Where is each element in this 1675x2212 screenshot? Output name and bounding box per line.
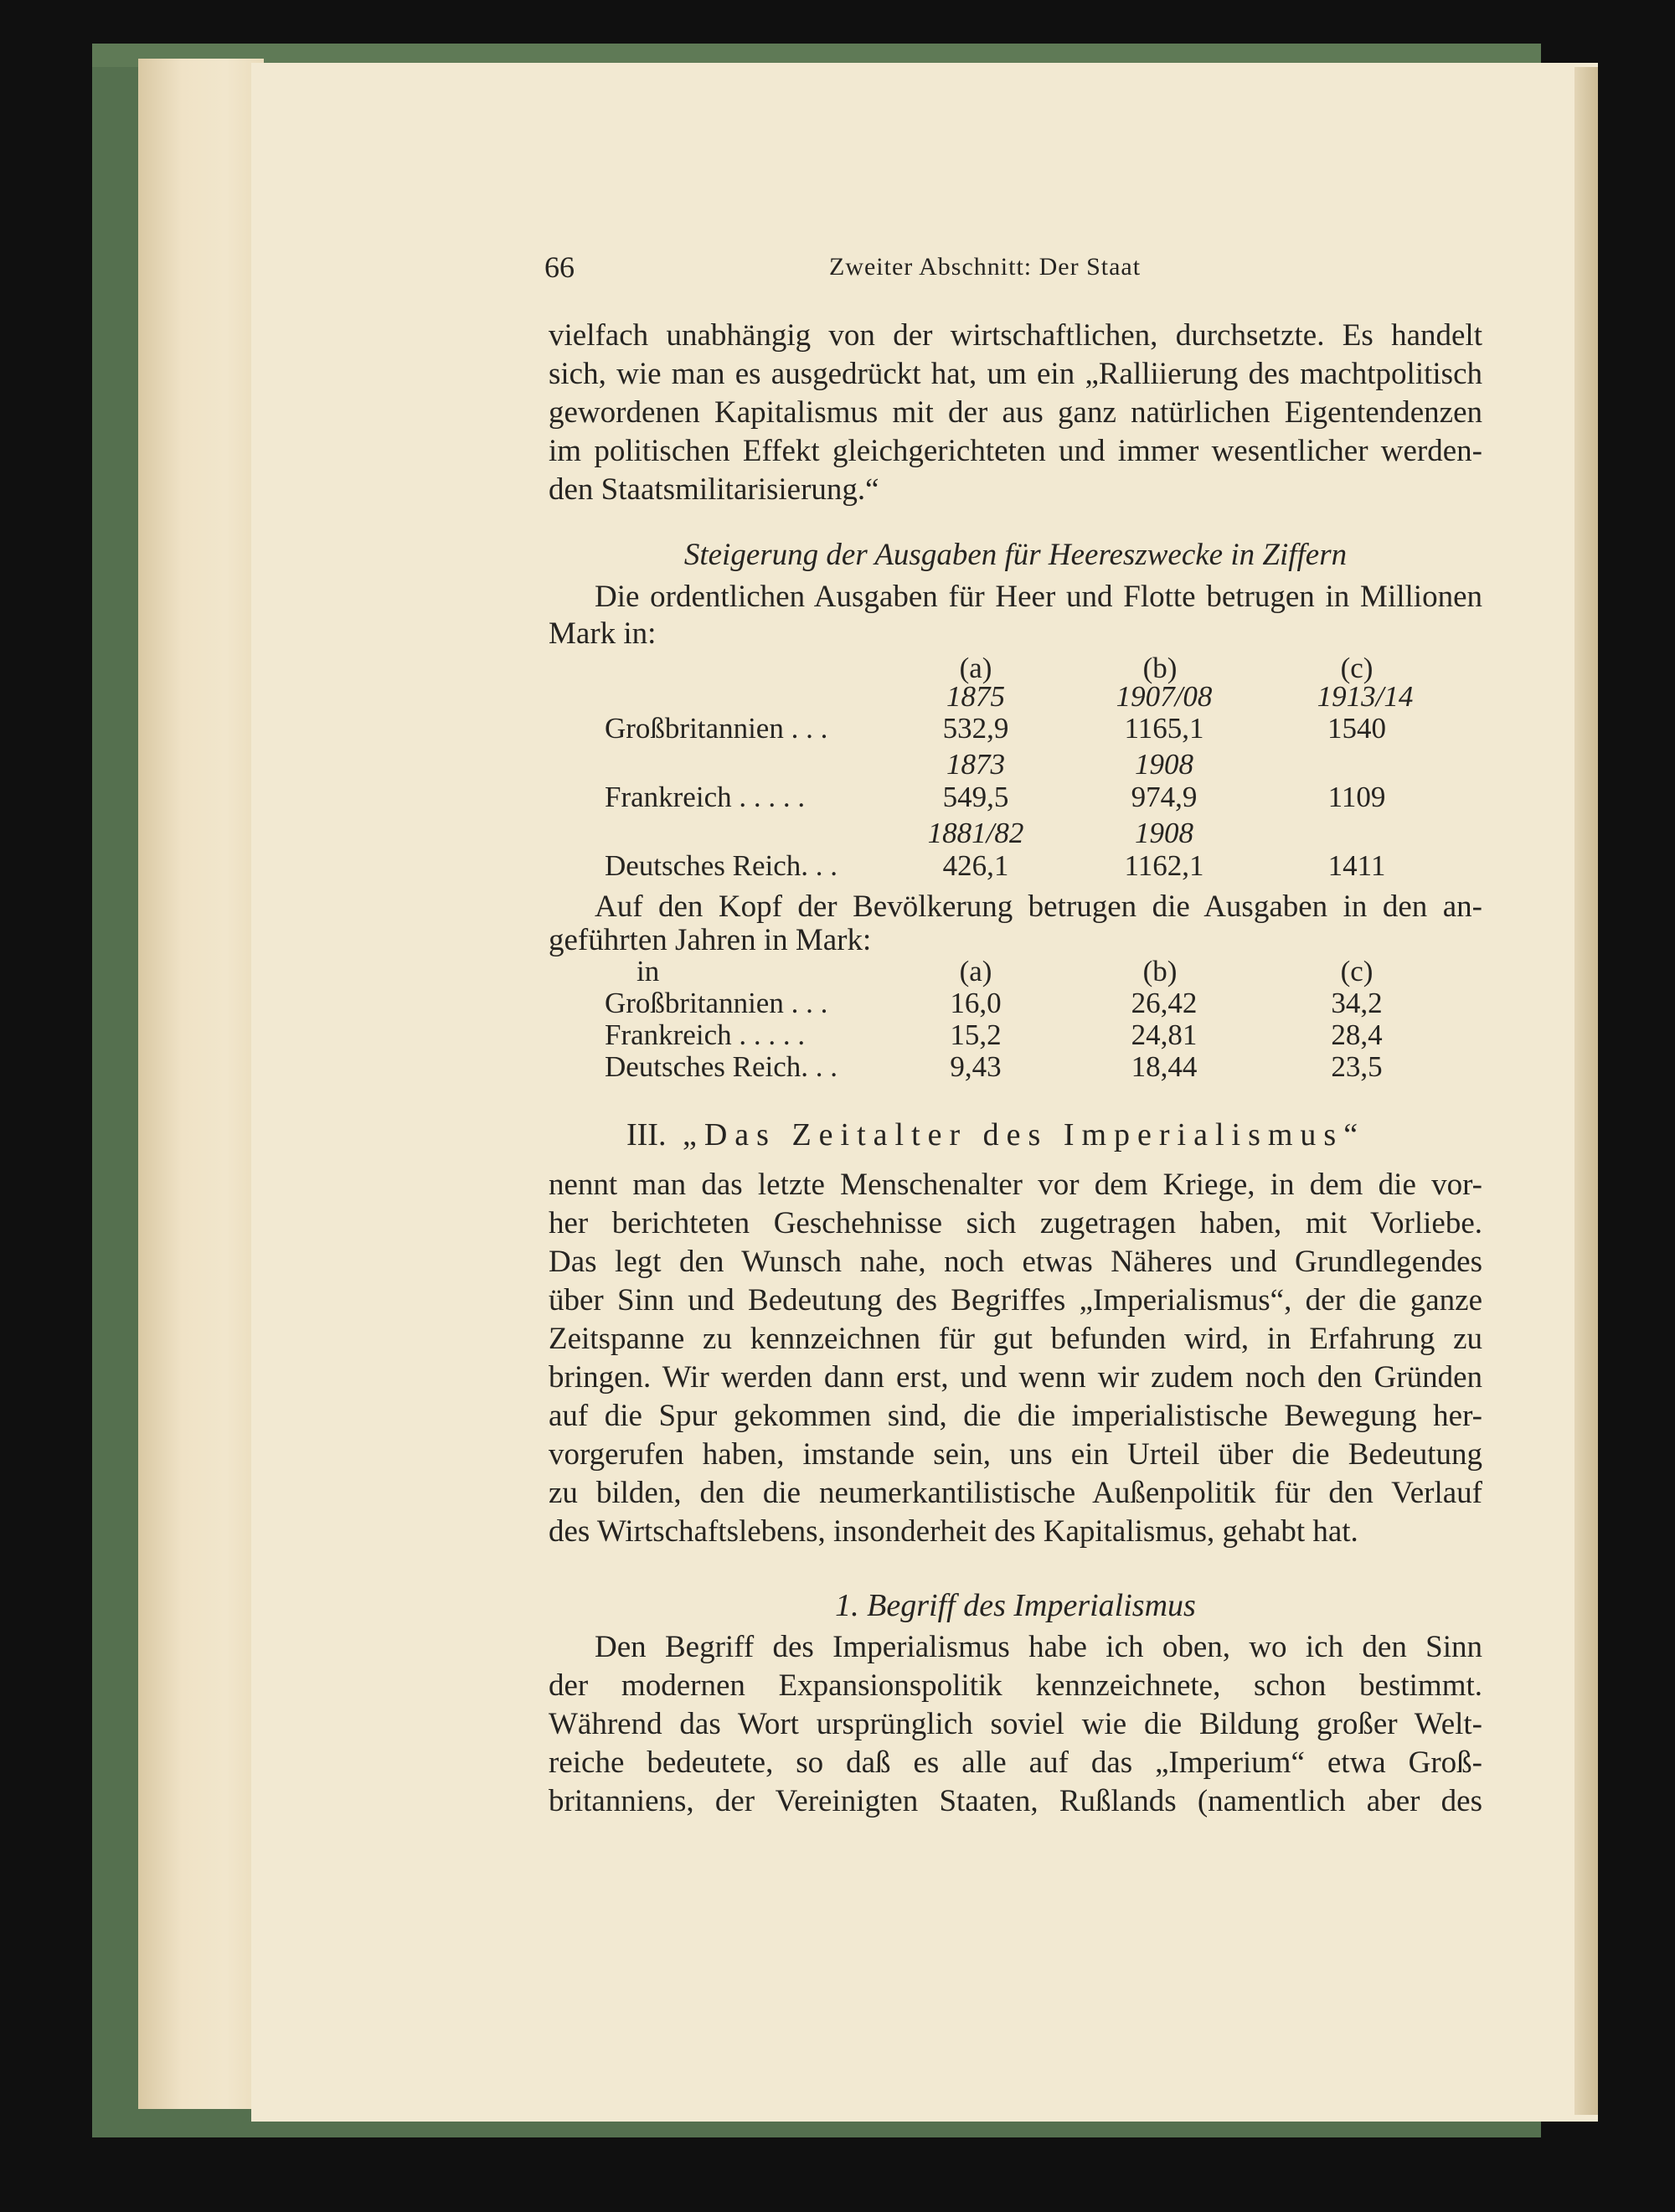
column-header: (b) [1142, 652, 1178, 684]
table1-intro-line: Die ordentlichen Ausgaben für Heer und Flotte betrugen in Millionen [595, 580, 1482, 614]
body-line: Das legt den Wunsch nahe, noch etwas Näheres und Grundlegendes [549, 1245, 1482, 1279]
scan-background [1598, 0, 1675, 2212]
page-fold-shadow [1574, 67, 1600, 2115]
value-cell: 23,5 [1331, 1050, 1383, 1083]
body-line: zu bilden, den die neumerkantilistische Außenpolitik für den Verlauf [549, 1476, 1482, 1510]
year-cell: 1873 [946, 748, 1005, 781]
section-title: „Das Zeitalter des Imperialismus“ [683, 1117, 1366, 1152]
body-line: über Sinn und Bedeutung des Begriffes „Imperialismus“, der die ganze [549, 1283, 1482, 1317]
value-cell: 9,43 [950, 1050, 1002, 1083]
row-label: Frankreich . . . . . [605, 781, 806, 813]
value-cell: 1165,1 [1124, 712, 1204, 745]
value-cell: 28,4 [1331, 1018, 1383, 1051]
row-label: Frankreich . . . . . [605, 1018, 806, 1051]
value-cell: 15,2 [950, 1018, 1002, 1051]
value-cell: 549,5 [942, 781, 1009, 813]
value-cell: 974,9 [1131, 781, 1198, 813]
year-cell: 1907/08 [1116, 680, 1213, 713]
value-cell: 1540 [1327, 712, 1386, 745]
column-header: (a) [959, 955, 992, 987]
intro-line: im politischen Effekt gleichgerichteten und immer wesentlicher werden- [549, 434, 1482, 468]
page-number: 66 [544, 250, 575, 284]
body-line: britanniens, der Vereinigten Staaten, Rußlands (namentlich aber des [549, 1784, 1482, 1818]
row-label: Großbritannien . . . [605, 987, 828, 1019]
body-line: reiche bedeutete, so daß es alle auf das „Imperium“ etwa Groß- [549, 1745, 1482, 1780]
section-number: III. [626, 1117, 667, 1152]
column-header: (b) [1142, 955, 1178, 987]
body-line: auf die Spur gekommen sind, die die imperialistische Bewegung her- [549, 1399, 1482, 1433]
year-cell: 1908 [1135, 817, 1193, 849]
intro-line: sich, wie man es ausgedrückt hat, um ein „Ralliierung des machtpolitisch [549, 357, 1482, 391]
body-line: vorgerufen haben, imstande sein, uns ein Urteil über die Bedeutung [549, 1437, 1482, 1472]
body-line: Während das Wort ursprünglich soviel wie die Bildung großer Welt- [549, 1707, 1482, 1741]
column-header: (c) [1340, 652, 1374, 684]
subsection-title: 1. Begriff des Imperialismus [835, 1588, 1196, 1623]
table2-intro-line: geführten Jahren in Mark: [549, 923, 872, 957]
value-cell: 24,81 [1131, 1018, 1198, 1051]
value-cell: 18,44 [1131, 1050, 1198, 1083]
table2-intro-line: Auf den Kopf der Bevölkerung betrugen die Ausgaben in den an- [595, 889, 1482, 924]
intro-line: den Staatsmilitarisierung.“ [549, 472, 879, 507]
value-cell: 532,9 [942, 712, 1009, 745]
row-label: Großbritannien . . . [605, 712, 828, 745]
year-cell: 1875 [946, 680, 1005, 713]
year-cell: 1913/14 [1317, 680, 1414, 713]
column-header: (c) [1340, 955, 1374, 987]
body-line: der modernen Expansionspolitik kennzeichnete, schon bestimmt. [549, 1668, 1482, 1703]
body-line: des Wirtschaftslebens, insonderheit des Kapitalismus, gehabt hat. [549, 1514, 1358, 1549]
row-header: in [636, 955, 660, 987]
column-header: (a) [959, 652, 992, 684]
value-cell: 1109 [1327, 781, 1386, 813]
intro-line: gewordenen Kapitalismus mit der aus ganz natürlichen Eigentendenzen [549, 395, 1482, 430]
table-heading: Steigerung der Ausgaben für Heereszwecke in Ziffern [683, 538, 1348, 572]
year-cell: 1881/82 [927, 817, 1024, 849]
body-line: Den Begriff des Imperialismus habe ich oben, wo ich den Sinn [595, 1630, 1482, 1664]
value-cell: 16,0 [950, 987, 1002, 1019]
intro-line: vielfach unabhängig von der wirtschaftlichen, durchsetzte. Es handelt [549, 318, 1482, 353]
body-line: bringen. Wir werden dann erst, und wenn wir zudem noch den Gründen [549, 1360, 1482, 1395]
value-cell: 1162,1 [1124, 849, 1204, 882]
body-line: her berichteten Geschehnisse sich zugetragen haben, mit Vorliebe. [549, 1206, 1482, 1240]
running-title: Zweiter Abschnitt: Der Staat [829, 253, 1142, 281]
row-label: Deutsches Reich. . . [605, 849, 838, 882]
value-cell: 26,42 [1131, 987, 1198, 1019]
table1-intro-line: Mark in: [549, 616, 657, 651]
value-cell: 1411 [1327, 849, 1386, 882]
page-stack-edges [138, 59, 264, 2109]
year-cell: 1908 [1135, 748, 1193, 781]
body-line: nennt man das letzte Menschenalter vor dem Kriege, in dem die vor- [549, 1168, 1482, 1202]
value-cell: 426,1 [942, 849, 1009, 882]
body-line: Zeitspanne zu kennzeichnen für gut befunden wird, in Erfahrung zu [549, 1322, 1482, 1356]
value-cell: 34,2 [1331, 987, 1383, 1019]
row-label: Deutsches Reich. . . [605, 1050, 838, 1083]
